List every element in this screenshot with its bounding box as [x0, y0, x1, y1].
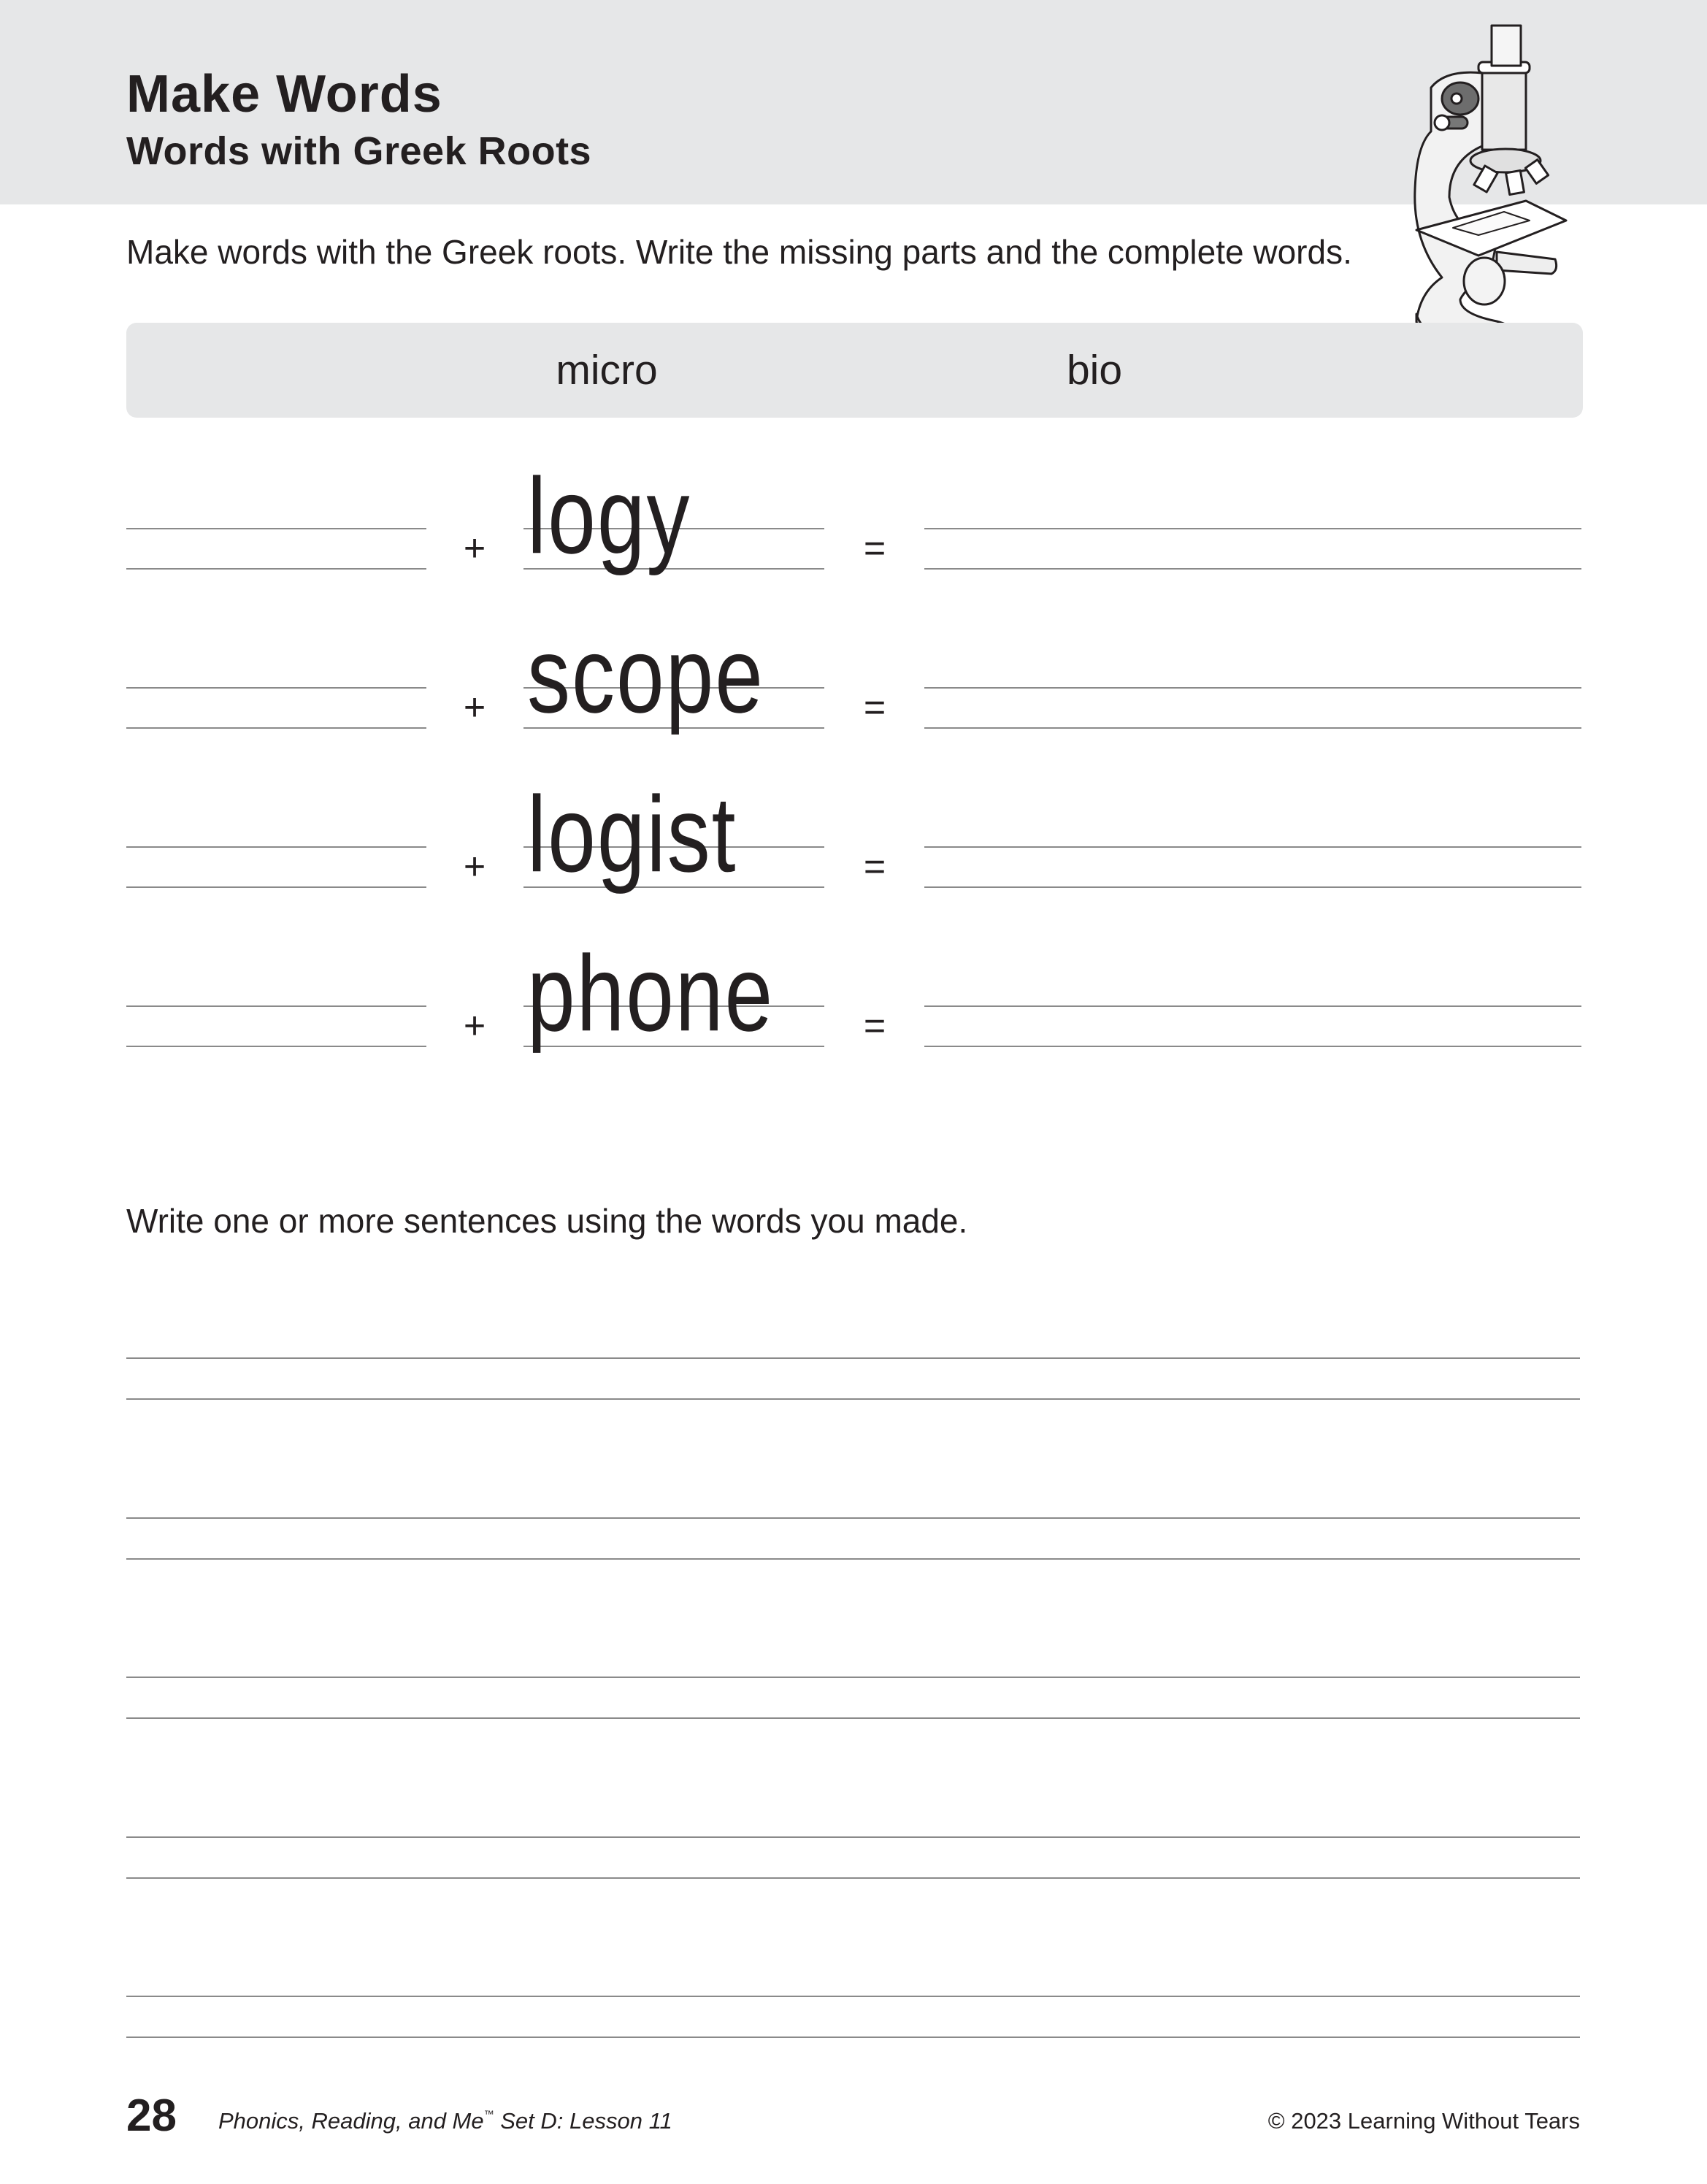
writing-line[interactable] — [126, 1836, 1580, 1838]
writing-line[interactable] — [126, 1357, 1580, 1359]
writing-line[interactable] — [126, 1877, 1580, 1879]
answer-blank-line[interactable] — [924, 1046, 1581, 1047]
writing-line[interactable] — [126, 2037, 1580, 2038]
copyright: © 2023 Learning Without Tears — [1267, 2108, 1580, 2134]
answer-blank-line[interactable] — [924, 687, 1581, 689]
writing-line[interactable] — [126, 1398, 1580, 1400]
prefix-blank-line[interactable] — [126, 886, 426, 888]
answer-blank-line[interactable] — [924, 1005, 1581, 1007]
prefix-blank-line[interactable] — [126, 1005, 426, 1007]
root-word: scope — [527, 615, 764, 736]
answer-blank-line[interactable] — [924, 886, 1581, 888]
instruction-make-words: Make words with the Greek roots. Write the missing parts and the complete words. — [126, 233, 1352, 271]
equals-sign: = — [863, 527, 886, 570]
prefix-blank-line[interactable] — [126, 846, 426, 848]
prefix-blank-line[interactable] — [126, 528, 426, 529]
plus-sign: + — [463, 686, 486, 729]
answer-blank-line[interactable] — [924, 727, 1581, 729]
equals-sign: = — [863, 846, 886, 888]
instruction-write-sentences: Write one or more sentences using the words you made. — [126, 1202, 968, 1240]
page-subtitle: Words with Greek Roots — [126, 129, 592, 173]
prefix-blank-line[interactable] — [126, 687, 426, 689]
prefix-blank-line[interactable] — [126, 727, 426, 729]
writing-line[interactable] — [126, 1717, 1580, 1719]
page-title: Make Words — [126, 65, 442, 123]
writing-line[interactable] — [126, 1517, 1580, 1519]
writing-line[interactable] — [126, 1996, 1580, 1997]
equals-sign: = — [863, 686, 886, 729]
lesson-label: Set D: Lesson 11 — [494, 2108, 672, 2134]
page-number: 28 — [126, 2091, 177, 2141]
plus-sign: + — [463, 846, 486, 888]
root-word: phone — [527, 933, 775, 1054]
equals-sign: = — [863, 1005, 886, 1047]
answer-blank-line[interactable] — [924, 528, 1581, 529]
word-bank-item: micro — [556, 347, 658, 394]
plus-sign: + — [463, 527, 486, 570]
root-word: logist — [527, 774, 737, 895]
prefix-blank-line[interactable] — [126, 568, 426, 570]
writing-line[interactable] — [126, 1677, 1580, 1678]
plus-sign: + — [463, 1005, 486, 1047]
word-bank-item: bio — [1066, 347, 1123, 394]
series-lesson — [218, 2108, 672, 2134]
root-word: logy — [527, 456, 691, 577]
word-bank — [126, 323, 1583, 418]
prefix-blank-line[interactable] — [126, 1046, 426, 1047]
writing-line[interactable] — [126, 1558, 1580, 1560]
answer-blank-line[interactable] — [924, 568, 1581, 570]
series-name: Phonics, Reading, and Me — [218, 2108, 484, 2134]
answer-blank-line[interactable] — [924, 846, 1581, 848]
trademark: ™ — [483, 2108, 494, 2120]
